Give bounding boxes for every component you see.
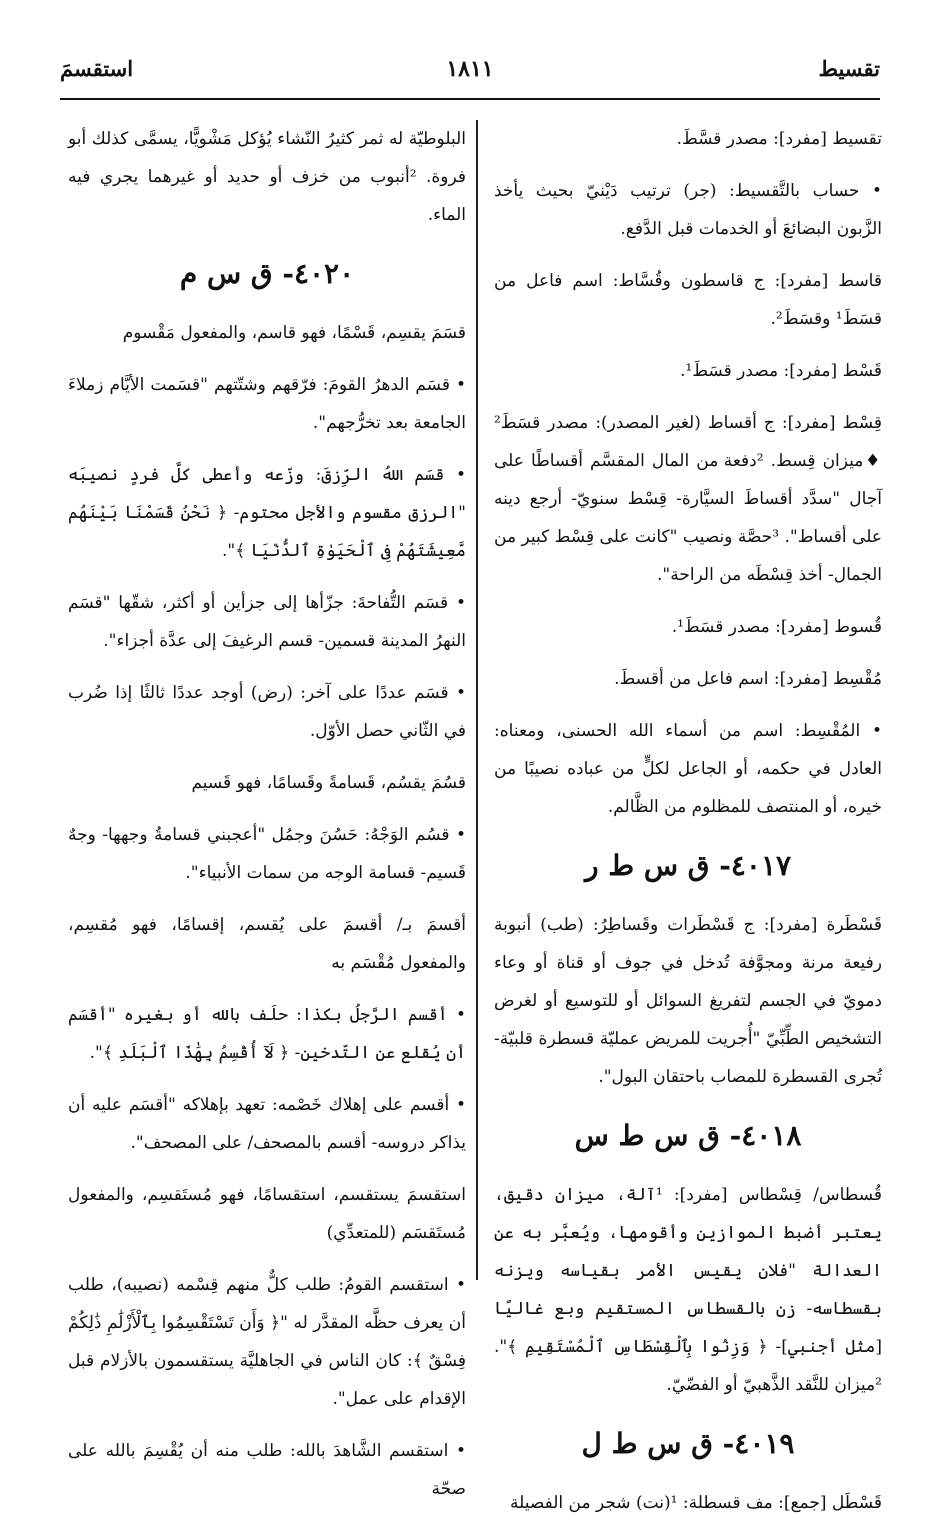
root-heading: ٤٠١٨- ق س ط س xyxy=(574,1119,802,1152)
dictionary-entry: • أقسم على إهلاك خَصْمه: تعهد بإهلاكه "أقسَم عليه أن يذاكر دروسه- أقسم بالمصحف/ على المصحف". xyxy=(68,1095,466,1153)
right-column xyxy=(494,120,882,1536)
root-heading: ٤٠١٩- ق س ط ل xyxy=(581,1427,795,1460)
dictionary-entry: • استقسم الشَّاهدَ بالله: طلب منه أن يُقْسِمَ بالله على صحّة xyxy=(68,1441,466,1499)
dictionary-entry: • قسَم عددًا على آخر: (رض) أوجد عددًا ثالثًا إذا ضُرب في الثّاني حصل الأوّل. xyxy=(68,683,466,741)
dictionary-entry: قَسْطَل [جمع]: مف قسطلة: ¹(نت) شجر من الفصيلة xyxy=(509,1493,882,1513)
dictionary-entry: قاسط [مفرد]: ج قاسطون وقُسَّاط: اسم فاعل من قسَطَ¹ وقسَطَ². xyxy=(494,271,882,329)
dictionary-entry: قُسطاس/ قِسْطاس [مفرد]: ¹آلة، ميزان دقيق، يعتبر أضبط الموازين وأقومها، ويُعبَّر به عن العدالة "فلان يقيس الأمر بقياسه ويزنه بقسطاسه- زن بالقسطاس المستقيم وبع غاليًا [مثل أجنبي]- ﴿ وَزِنُوا بِٱلْقِسْطَاسِ ٱلْمُسْتَقِيمِ ﴾". ²ميزان للنَّقد الذَّهبيّ أو الفضّيّ. xyxy=(494,1185,882,1395)
dictionary-entry: أقسمَ بـ/ أقسمَ على يُقسم، إقسامًا، فهو مُقسِم، والمفعول مُقْسَم به xyxy=(68,915,466,973)
header-rule xyxy=(60,98,880,100)
dictionary-entry: قُسوط [مفرد]: مصدر قسَطَ¹. xyxy=(671,617,882,637)
column-divider xyxy=(476,120,478,1280)
dictionary-entry: • قسَم اللهُ الرِّزقَ: وزّعه وأعطى كلَّ فردٍ نصيبَه "الرزق مقسوم والأجل محتوم- ﴿ نَحْنُ قَسَمْنَا بَيْنَهُم مَّعِيشَتَهُمْ فِى ٱلْحَيَوٰةِ ٱلدُّنْيَا ﴾". xyxy=(68,465,466,561)
dictionary-entry: • أقسم الرَّجلُ بكذا: حلَف بالله أو بغيره "أقسَم أن يُقلع عن التّدخين- ﴿ لَآ أُقْسِمُ بِهَٰذَا ٱلْبَلَدِ ﴾". xyxy=(68,1005,466,1063)
header-guide-word-first: تقسيط xyxy=(818,56,880,81)
header-guide-word-last: استقسمَ xyxy=(60,56,134,81)
dictionary-entry: قِسْط [مفرد]: ج أقساط (لغير المصدر): مصدر قسَطَ² ♦ميزان قِسط. ²دفعة من المال المقسَّم أقساطًا على آجال "سدَّد أقساطَ السيَّارة- قِسْط سنويّ- أرجع دينه على أقساط". ³حصَّة ونصيب "كانت على قِسْط كبير من الجمال- أخذ قِسْطَه من الراحة". xyxy=(494,413,882,585)
dictionary-entry: استقسمَ يستقسم، استقسامًا، فهو مُستَقسِم، والمفعول مُستَقسَم (للمتعدِّي) xyxy=(68,1185,466,1243)
left-column xyxy=(68,120,466,1522)
dictionary-entry: مُقْسِط [مفرد]: اسم فاعل من أقسطَ. xyxy=(614,669,882,689)
dictionary-entry: • المُقْسِط: اسم من أسماء الله الحسنى، ومعناه: العادل في حكمه، أو الجاعل لكلٍّ من عباده نصيبًا من خيره، أو المنتصف للمظلوم من الظَّالم. xyxy=(494,721,882,817)
dictionary-entry: • قسَم الدهرُ القومَ: فرّقهم وشتّتهم "قسَمت الأيَّام زملاءَ الجامعة بعد تخرُّجهم". xyxy=(68,375,466,433)
dictionary-entry: • قسَم التُّفاحةَ: جزّأها إلى جزأين أو أكثر، شقّها "قسَم النهرُ المدينة قسمين- قسم الرغيفَ إلى عدَّة أجزاء". xyxy=(68,593,466,651)
dictionary-entry: • قسُم الوَجْهُ: حَسُنَ وجمُل "أعجبني قسامةُ وجهها- وجهٌ قَسيم- قسامة الوجه من سمات الأنبياء". xyxy=(68,825,466,883)
dictionary-entry: • حساب بالتَّقسيط: (جر) ترتيب دَيْنيّ بحيث يأخذ الزَّبون البضائعَ أو الخدمات قبل الدَّفع. xyxy=(494,181,882,239)
dictionary-entry: تقسيط [مفرد]: مصدر قسَّطَ. xyxy=(676,129,882,149)
dictionary-entry: قسُمَ يقسُم، قَسامةً وقَسامًا، فهو قَسيم xyxy=(191,773,466,793)
dictionary-entry: قَسْطَرة [مفرد]: ج قَسْطَرات وقَساطِرُ: (طب) أنبوبة رفيعة مرنة ومجوَّفة تُدخل في جوف أو قناة أو وعاء دمويّ في الجسم لتفريغ السوائل أو للتوسيع أو لغرض التشخيص الطِّبِّيّ "أُجريت للمريض عمليّة قسطرة قلبيّة- تُجرى القسطرة للمصاب باحتقان البول". xyxy=(494,915,882,1087)
page-header xyxy=(60,56,880,90)
dictionary-entry: قَسْط [مفرد]: مصدر قسَطَ¹. xyxy=(680,361,882,381)
dictionary-entry: البلوطيّة له ثمر كثيرُ النّشاء يُؤكل مَشْويًّا، يسمَّى كذلك أبو فروة. ²أنبوب من خزف أو حديد أو غيرهما يجري فيه الماء. xyxy=(68,129,466,225)
dictionary-entry: • استقسم القومُ: طلب كلٌّ منهم قِسْمه (نصيبه)، طلب أن يعرف حظَّه المقدَّر له "﴿ وَأَن تَسْتَقْسِمُوا بِٱلْأَزْلَٰمِ ذَٰلِكُمْ فِسْقٌ ﴾: كان الناس في الجاهليَّة يستقسمون بالأزلام قبل الإقدام على عمل". xyxy=(68,1275,466,1409)
page-number: ١٨١١ xyxy=(446,56,494,82)
root-heading: ٤٠١٧- ق س ط ر xyxy=(584,849,792,882)
root-heading: ٤٠٢٠- ق س م xyxy=(179,257,355,290)
dictionary-entry: قسَمَ يقسِم، قَسْمًا، فهو قاسم، والمفعول مَقْسوم xyxy=(122,323,466,343)
